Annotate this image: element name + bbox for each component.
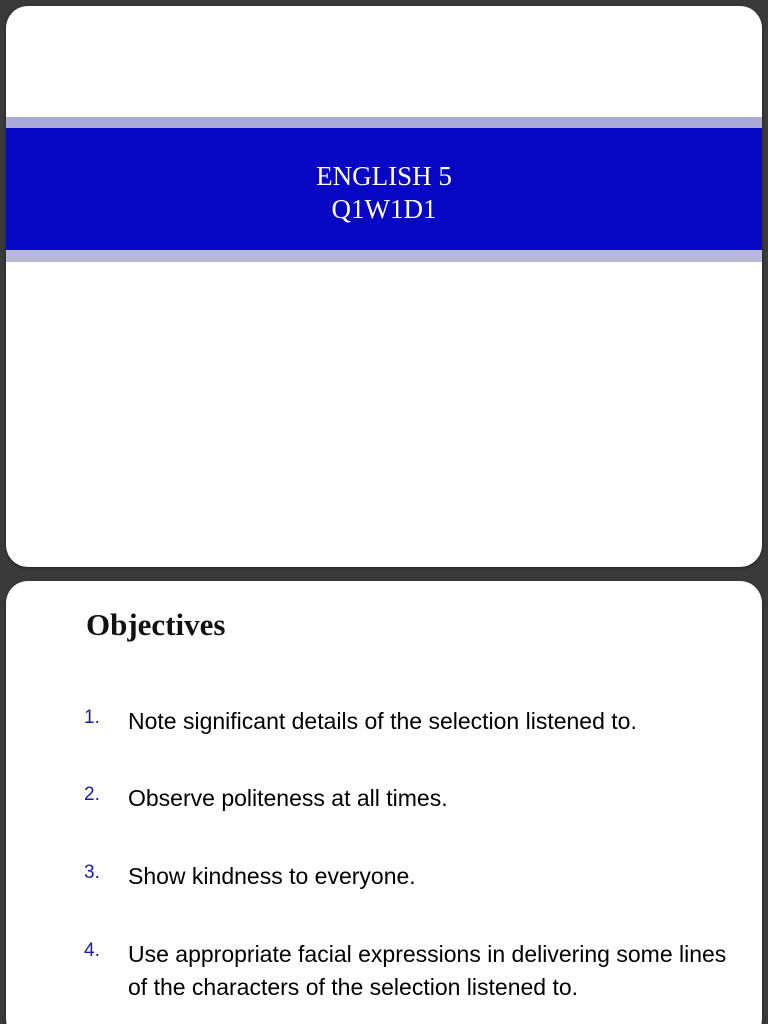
objectives-slide <box>6 581 762 1024</box>
slide-title-line-1: ENGLISH 5 <box>316 161 452 191</box>
slide-title-line-2: Q1W1D1 <box>331 194 437 224</box>
list-item-text: Observe politeness at all times. <box>128 785 448 811</box>
list-item-number: 1. <box>84 707 100 728</box>
slide-title <box>6 160 762 226</box>
list-item-number: 2. <box>84 784 100 805</box>
list-item-text: Show kindness to everyone. <box>128 863 416 889</box>
title-band-top-accent <box>6 117 762 128</box>
list-item-number: 4. <box>84 940 100 961</box>
title-slide <box>6 6 762 567</box>
list-item-text: Use appropriate facial expressions in delivering some lines of the characters of the selection listened to. <box>128 941 727 1000</box>
list-item-text: Note significant details of the selection listened to. <box>128 708 637 734</box>
objectives-heading: Objectives <box>86 607 226 642</box>
title-band-bottom-accent <box>6 250 762 262</box>
list-item-number: 3. <box>84 862 100 883</box>
